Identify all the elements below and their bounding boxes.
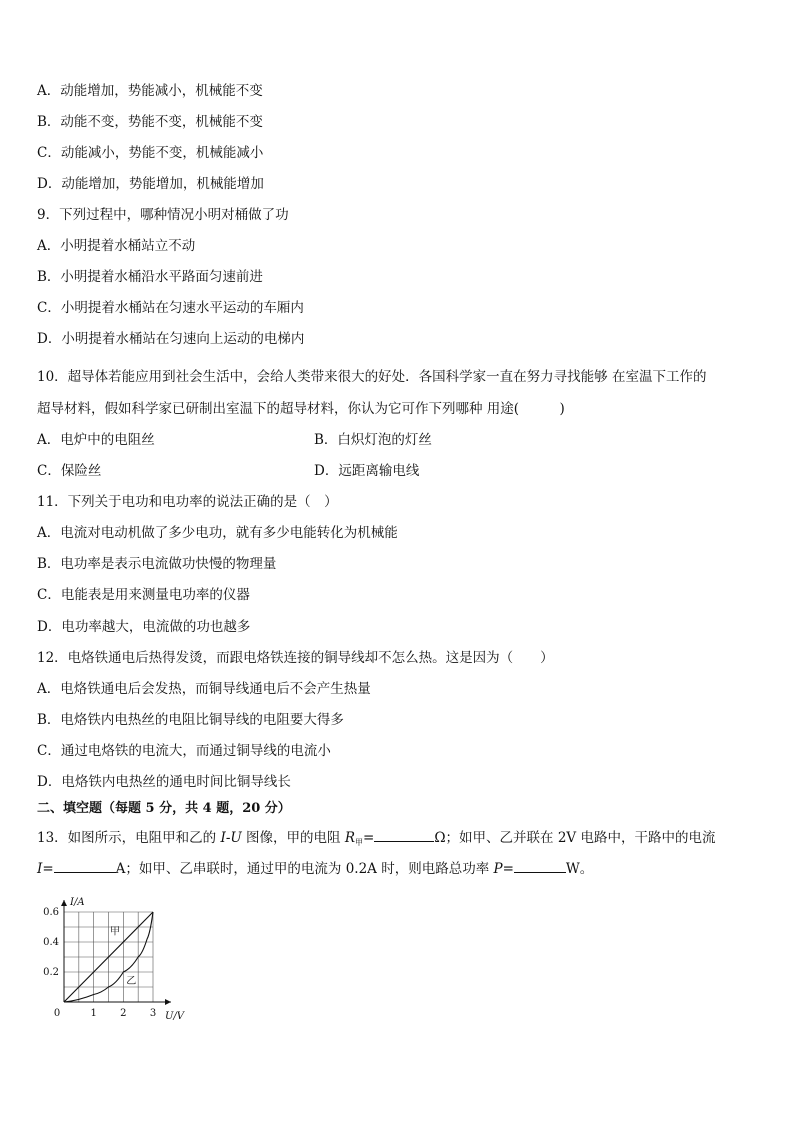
x-tick-label: 1 xyxy=(90,1008,97,1019)
origin-label: 0 xyxy=(53,1008,61,1019)
q12-option-b: B．电烙铁内电热丝的电阻比铜导线的电阻要大得多 xyxy=(37,712,344,728)
x-tick-label: 3 xyxy=(149,1008,157,1019)
q13-line2 xyxy=(37,858,593,878)
q13-text: A；如甲、乙串联时，通过甲的电流为 0.2A 时，则电路总功率 xyxy=(115,861,494,877)
y-tick-label: 0.6 xyxy=(43,907,59,918)
q10-stem-line1: 10．超导体若能应用到社会生活中，会给人类带来很大的好处．各国科学家一直在努力寻找能够 在室温下工作的 xyxy=(37,369,707,385)
q8-option-c: C．动能减小，势能不变，机械能减小 xyxy=(37,145,264,161)
q13-r-subscript: 甲 xyxy=(355,838,364,847)
q13-text: 13．如图所示，电阻甲和乙的 xyxy=(37,830,221,846)
q13-text: Ω；如甲、乙并联在 2V 电路中，干路中的电流 xyxy=(434,830,716,846)
answer-blank-p[interactable] xyxy=(514,858,566,873)
q9-option-d: D．小明提着水桶站在匀速向上运动的电梯内 xyxy=(37,331,305,347)
q12-option-a: A．电烙铁通电后会发热，而铜导线通电后不会产生热量 xyxy=(37,681,371,697)
q12-option-d: D．电烙铁内电热丝的通电时间比铜导线长 xyxy=(37,774,291,790)
q13-text: 图像，甲的电阻 xyxy=(241,830,345,846)
series-label: 甲 xyxy=(109,926,120,938)
q10-option-b: B．白炽灯泡的灯丝 xyxy=(314,432,432,448)
x-tick-label: 2 xyxy=(120,1008,127,1019)
y-tick-label: 0.4 xyxy=(43,937,59,948)
q13-text: = xyxy=(502,861,514,877)
q9-option-c: C．小明提着水桶站在匀速水平运动的车厢内 xyxy=(37,300,304,316)
q11-option-d: D．电功率越大，电流做的功也越多 xyxy=(37,619,251,635)
q12-option-c: C．通过电烙铁的电流大，而通过铜导线的电流小 xyxy=(37,743,331,759)
series-label: 乙 xyxy=(126,976,137,987)
q10-stem-line2: 超导材料，假如科学家已研制出室温下的超导材料，你认为它可作下列哪种 用途( ) xyxy=(37,401,565,417)
q10-option-d: D．远距离输电线 xyxy=(314,463,420,479)
q11-stem: 11．下列关于电功和电功率的说法正确的是（ ） xyxy=(37,494,338,510)
q13-text: = xyxy=(42,861,54,877)
q13-text: = xyxy=(363,830,375,846)
q11-option-c: C．电能表是用来测量电功率的仪器 xyxy=(37,587,250,603)
q13-iu-label: I-U xyxy=(220,830,242,846)
q9-option-b: B．小明提着水桶沿水平路面匀速前进 xyxy=(37,269,263,285)
q8-option-d: D．动能增加，势能增加，机械能增加 xyxy=(37,176,264,192)
q8-option-a: A．动能增加，势能减小，机械能不变 xyxy=(37,83,263,99)
q9-option-a: A．小明提着水桶站立不动 xyxy=(37,238,196,254)
q12-stem: 12．电烙铁通电后热得发烫，而跟电烙铁连接的铜导线却不怎么热。这是因为（ ） xyxy=(37,650,554,666)
answer-blank-i[interactable] xyxy=(54,858,116,873)
q13-r-symbol: R xyxy=(344,830,356,846)
q13-p-symbol: P xyxy=(493,861,503,877)
q10-option-a: A．电炉中的电阻丝 xyxy=(37,432,155,448)
q13-line1 xyxy=(37,827,715,852)
y-axis-label: I/A xyxy=(70,897,85,908)
q8-option-b: B．动能不变，势能不变，机械能不变 xyxy=(37,114,263,130)
q10-option-c: C．保险丝 xyxy=(37,463,102,479)
x-axis-arrow-icon xyxy=(165,999,171,1005)
q13-text: W。 xyxy=(565,861,594,877)
q13-i-symbol: I xyxy=(37,861,43,877)
q9-stem: 9．下列过程中，哪种情况小明对桶做了功 xyxy=(37,207,289,223)
q11-option-a: A．电流对电动机做了多少电功，就有多少电能转化为机械能 xyxy=(37,525,398,541)
answer-blank-r[interactable] xyxy=(374,827,434,842)
x-axis-label: U/V xyxy=(165,1011,185,1021)
section-heading: 二、填空题（每题 5 分，共 4 题，20 分） xyxy=(37,801,291,816)
y-axis-arrow-icon xyxy=(61,900,67,906)
iu-chart xyxy=(38,893,188,1021)
y-tick-label: 0.2 xyxy=(43,967,59,978)
q11-option-b: B．电功率是表示电流做功快慢的物理量 xyxy=(37,556,277,572)
